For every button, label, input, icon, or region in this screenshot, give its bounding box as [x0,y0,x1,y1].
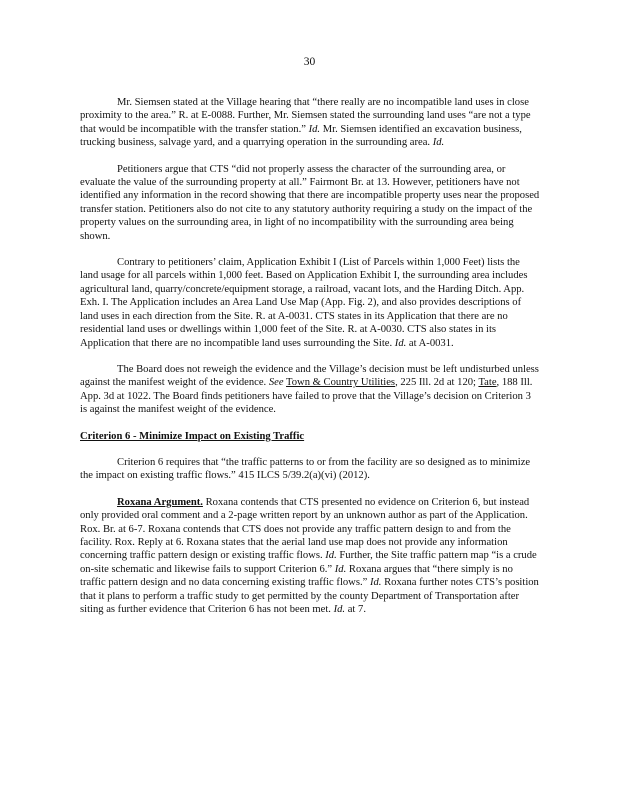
citation-italic: Id. [308,123,321,135]
argument-label: Roxana Argument. [117,496,203,508]
text-run: , 225 Ill. 2d at 120; [395,377,479,389]
text-run: Criterion 6 requires that “the traffic patterns to or from the facility are so designed as to minimize the impact on existing traffic flows.” 415 ILCS 5/39.2(a)(vi) (2012). [80,456,531,482]
text-run: at A-0031. [406,337,454,349]
document-body [80,96,540,629]
paragraph-petitioners-argue [80,163,540,243]
text-run: at 7. [345,604,366,615]
paragraphs-before-heading [80,96,540,417]
paragraph-siemsen [80,96,540,150]
text-run: , 188 Ill. App. 3d at 1022. The Board finds petitioners have failed to prove that the Village’s decision on Criterion 3 is against the manifest weight of the evidence. [80,377,533,416]
text-run: Roxana contends that CTS presented no evidence on Criterion 6, but instead only provided oral comment and a 2-page written report by an unknown author as part of the Application. Rox. Br. at 6-7. Roxana contends that CTS does not provide any traffic pattern design to and from the facility. Rox. Reply at 6. Roxana states that the aerial land use map does not provide any information concerning traffic pattern design or existing traffic flows. [80,496,530,562]
paragraphs-after-heading [80,456,540,616]
page-number: 30 [303,56,316,68]
text-run: Petitioners argue that CTS “did not properly assess the character of the surrounding area, or evaluate the value of the surrounding property at all.” Fairmont Br. at 13. However, petitioners have not identified any information in the record showing that there are incompatible property uses near the proposed transfer station. Petitioners also do not cite to any statutory authority requiring a study on the impact of the property values on the surrounding area, in light of no incompatibility with the surrounding area being shown. [80,163,540,242]
text-run: Mr. Siemsen stated at the Village hearing that “there really are no incompatible land uses in close proximity to the area.” R. at E-0088. Further, Mr. Siemsen stated the surrounding land uses “are not a type that would be incompatible with the transfer station.” [80,97,531,135]
citation-italic: Id. [394,337,407,349]
citation-italic: Id. [369,577,382,589]
text-run: Contrary to petitioners’ claim, Application Exhibit I (List of Parcels within 1,000 Feet) lists the land usage for all parcels within 1,000 feet. Based on Application Exhibit I, the surrounding area includes agricultural land, quarry/concrete/equipment storage, a railroad, vacant lots, and the Harding Ditch. App. Exh. I. The Application includes an Area Land Use Map (App. Fig. 2), and also provides descriptions of land uses in each direction from the Site. R. at A-0031. CTS states in its Application that there are no residential land uses or dwellings within 1,000 feet of the Site. R. at A-0030. CTS also states in its Application that there are no incompatible land uses surrounding the Site. [80,257,528,349]
text-run: Further, the Site traffic pattern map “is a crude on-site schematic and likewise fails to support Criterion 6.” [80,550,537,575]
paragraph-roxana-argument [80,496,540,617]
paragraph-contrary [80,256,540,350]
paragraph-criterion6-requires [80,456,540,483]
case-name: Tate [478,377,497,389]
citation-italic: Id. [334,563,347,575]
citation-italic: See [268,377,284,389]
text-run: Roxana further notes CTS’s position that it plans to perform a traffic study to get permitted by the county Department of Transportation after siting as further evidence that Criterion 6 has not been met. [80,577,539,615]
paragraph-board-reweigh [80,363,540,417]
text-run: Mr. Siemsen identified an excavation business, trucking business, salvage yard, and a quarrying operation in the surrounding area. [80,123,522,149]
section-heading: Criterion 6 - Minimize Impact on Existing Traffic [80,430,305,442]
citation-italic: Id. [325,550,337,562]
case-name: Town & Country Utilities [286,377,396,389]
text-run: The Board does not reweigh the evidence and the Village’s decision must be left undisturbed unless against the manifest weight of the evidence. [80,363,539,389]
citation-italic: Id. [432,137,445,149]
citation-italic: Id. [333,604,346,615]
text-run: Roxana argues that “there simply is no traffic pattern design and no data concerning existing traffic flows.” [80,563,513,589]
